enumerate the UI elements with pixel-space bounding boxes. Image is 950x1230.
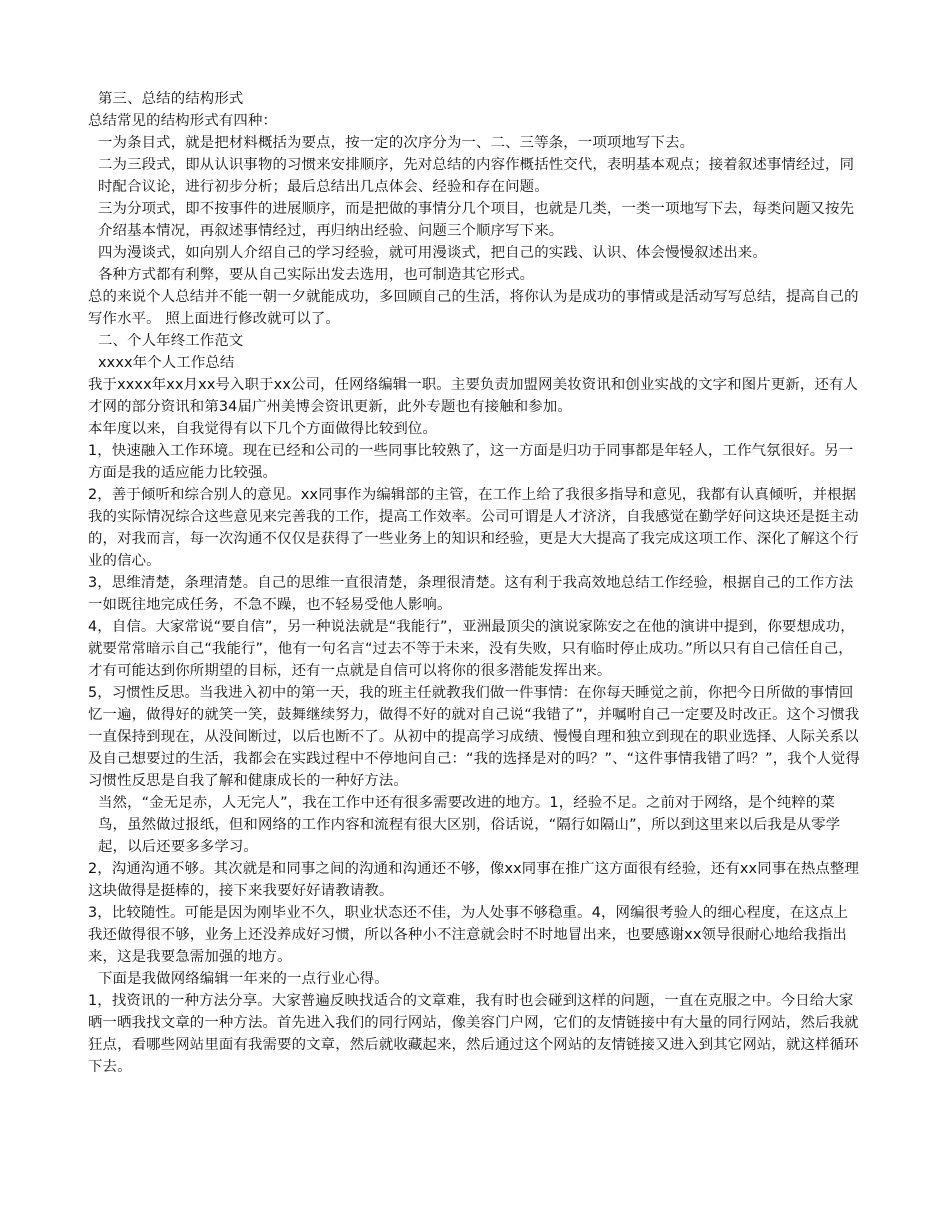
heading-structure-forms: 第三、总结的结构形式 — [98, 91, 244, 107]
heading-year-end-sample: 二、个人年终工作范文 — [98, 333, 244, 349]
list-item: 5，习惯性反思。当我进入初中的第一天，我的班主任就教我们做一件事情：在你每天睡觉之前，你把今日所做的事情回忆一遍，做得好的就笑一笑，鼓舞继续努力，做得不好的就对自己说“我错了”，并嘱咐自己一定要及时改正。这个习惯我一直保持到现在，从没间断过，以后也断不了。从初中的提高学习成绩、慢慢自理和独立到现在的职业选择、人际关系以及自己想要过的生活，我都会在实践过程中不停地问自己：“我的选择是对的吗？”、“这件事情我错了吗？”，我个人觉得习惯性反思是自我了解和健康成长的一种好方法。 — [88, 685, 860, 789]
paragraph: 当然，“金无足赤，人无完人”，我在工作中还有很多需要改进的地方。1，经验不足。之前对于网络，是个纯粹的菜鸟，虽然做过报纸，但和网络的工作内容和流程有很大区别，俗话说，“隔行如隔山”，所以到这里来以后我是从零学起，以后还要多多学习。 — [98, 795, 841, 855]
list-item: 1，快速融入工作环境。现在已经和公司的一些同事比较熟了，这一方面是归功于同事都是年轻人，工作气氛很好。另一方面是我的适应能力比较强。 — [88, 443, 854, 481]
paragraph: 四为漫谈式，如向别人介绍自己的学习经验，就可用漫谈式，把自己的实践、认识、体会慢慢叙述出来。 — [98, 245, 767, 261]
list-item: 3，思维清楚，条理清楚。自己的思维一直很清楚，条理很清楚。这有利于我高效地总结工作经验，根据自己的工作方法一如既往地完成任务，不急不躁，也不轻易受他人影响。 — [88, 575, 854, 613]
paragraph: 各种方式都有利弊，要从自己实际出发去选用，也可制造其它形式。 — [98, 267, 535, 283]
paragraph: 三为分项式，即不按事件的进展顺序，而是把做的事情分几个项目，也就是几类，一类一项地写下去，每类问题又按先介绍基本情况，再叙述事情经过，再归纳出经验、问题三个顺序写下来。 — [98, 201, 855, 239]
list-item: 4，自信。大家常说“要自信”，另一种说法就是“我能行”，亚洲最顶尖的演说家陈安之在他的演讲中提到，你要想成功，就要常常暗示自己“我能行”，他有一句名言“过去不等于未来，没有失败，只有临时停止成功。”所以只有自己信任自己，才有可能达到你所期望的目标，还有一点就是自信可以将你的很多潜能发挥出来。 — [88, 619, 855, 679]
paragraph: 二为三段式，即从认识事物的习惯来安排顺序，先对总结的内容作概括性交代，表明基本观点；接着叙述事情经过，同时配合议论，进行初步分析；最后总结出几点体会、经验和存在问题。 — [98, 157, 855, 195]
heading-annual-summary: xxxx年个人工作总结 — [98, 355, 235, 371]
paragraph: 一为条目式，就是把材料概括为要点，按一定的次序分为一、二、三等条，一项项地写下去。 — [98, 135, 695, 151]
paragraph: 本年度以来，自我觉得有以下几个方面做得比较到位。 — [88, 421, 437, 437]
list-item: 3，比较随性。可能是因为刚毕业不久，职业状态还不佳，为人处事不够稳重。4，网编很考验人的细心程度，在这点上我还做得很不够，业务上还没养成好习惯，所以各种小不注意就会时不时地冒出来，也要感谢xx领导很耐心地给我指出来，这是我要急需加强的地方。 — [88, 905, 849, 965]
list-item: 2，善于倾听和综合别人的意见。xx同事作为编辑部的主管，在工作上给了我很多指导和意见，我都有认真倾听，并根据我的实际情况综合这些意见来完善我的工作，提高工作效率。公司可谓是人才济济，自我感觉在勤学好问这块还是挺主动的，对我而言，每一次沟通不仅仅是获得了一些业务上的知识和经验，更是大大提高了我完成这项工作、深化了解这个行业的信心。 — [88, 487, 859, 569]
list-item: 2，沟通沟通不够。其次就是和同事之间的沟通和沟通还不够，像xx同事在推广这方面很有经验，还有xx同事在热点整理这块做得是挺棒的，接下来我要好好请教请教。 — [88, 861, 860, 899]
list-item: 1，找资讯的一种方法分享。大家普遍反映找适合的文章难，我有时也会碰到这样的问题，一直在克服之中。今日给大家晒一晒我找文章的一种方法。首先进入我们的同行网站，像美容门户网，它们的友情链接中有大量的同行网站，然后我就狂点，看哪些网站里面有我需要的文章，然后就收藏起来，然后通过这个网站的友情链接又进入到其它网站，就这样循环下去。 — [88, 993, 859, 1075]
paragraph: 下面是我做网络编辑一年来的一点行业心得。 — [98, 971, 389, 987]
paragraph: 总结常见的结构形式有四种： — [88, 113, 278, 129]
paragraph: 我于xxxx年xx月xx号入职于xx公司，任网络编辑一职。主要负责加盟网美妆资讯和创业实战的文字和图片更新，还有人才网的部分资讯和第34届广州美博会资讯更新，此外专题也有接触和参加。 — [88, 377, 859, 415]
paragraph: 总的来说个人总结并不能一朝一夕就能成功，多回顾自己的生活，将你认为是成功的事情或是活动写写总结，提高自己的写作水平。 照上面进行修改就可以了。 — [88, 289, 859, 327]
